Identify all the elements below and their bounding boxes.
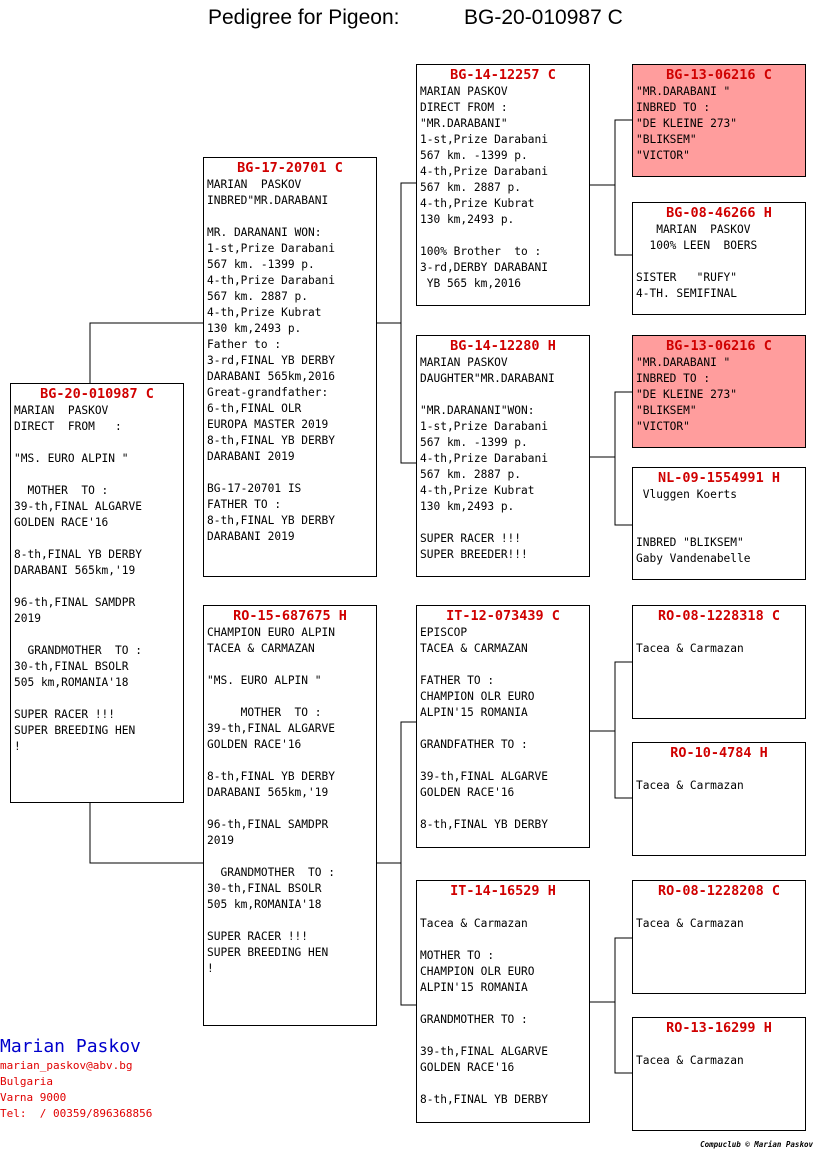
grandparent-ring-number: IT-14-16529 H xyxy=(450,883,556,899)
great-grandparent-notes: MARIAN PASKOV 100% LEEN BOERS SISTER "RUFY" 4-TH. SEMIFINAL xyxy=(636,223,758,300)
sire-ring-number: BG-17-20701 C xyxy=(237,160,343,176)
great-grandparent-card[interactable] xyxy=(632,742,806,856)
subject-pigeon-card[interactable] xyxy=(10,383,184,803)
great-grandparent-ring-number: BG-13-06216 C xyxy=(666,338,772,354)
dam-notes: CHAMPION EURO ALPIN TACEA & CARMAZAN "MS. EURO ALPIN " MOTHER TO : 39-th,FINAL ALGARVE GOLDEN RACE'16 8-th,FINAL YB DERBY DARABANI 565km,'19 96-th,FINAL SAMDPR 2019 GRANDMOTHER TO : 30-th,FINAL BSOLR 505 km,ROMANIA'18 SUPER RACER !!! SUPER BREEDING HEN ! xyxy=(207,626,335,975)
grandparent-card[interactable] xyxy=(416,605,590,848)
grandparent-ring-number: BG-14-12280 H xyxy=(450,338,556,354)
breeder-phone: Tel: / 00359/896368856 xyxy=(0,1107,153,1120)
great-grandparent-card[interactable] xyxy=(632,467,806,580)
breeder-city: Varna 9000 xyxy=(0,1091,67,1104)
page-title-label: Pedigree for Pigeon: xyxy=(208,6,400,29)
great-grandparent-notes: Tacea & Carmazan xyxy=(636,642,744,655)
footer-credit: Compuclub © Marian Paskov xyxy=(700,1140,813,1149)
dam-ring-number: RO-15-687675 H xyxy=(233,608,347,624)
page-title-ring: BG-20-010987 C xyxy=(464,6,623,29)
great-grandparent-card[interactable] xyxy=(632,605,806,719)
grandparent-notes: MARIAN PASKOV DIRECT FROM : "MR.DARABANI" 1-st,Prize Darabani 567 km. -1399 p. 4-th,Prize Darabani 567 km. 2887 p. 4-th,Prize Kubrat 130 km,2493 p. 100% Brother to : 3-rd,DERBY DARABANI YB 565 km,2016 xyxy=(420,85,548,290)
grandparent-notes: EPISCOP TACEA & CARMAZAN FATHER TO : CHAMPION OLR EURO ALPIN'15 ROMANIA GRANDFATHER TO : 39-th,FINAL ALGARVE GOLDEN RACE'16 8-th,FINAL YB DERBY xyxy=(420,626,548,831)
breeder-country: Bulgaria xyxy=(0,1075,53,1088)
great-grandparent-notes: "MR.DARABANI " INBRED TO : "DE KLEINE 273" "BLIKSEM" "VICTOR" xyxy=(636,85,738,162)
great-grandparent-notes: Vluggen Koerts INBRED "BLIKSEM" Gaby Vandenabelle xyxy=(636,488,751,565)
subject-notes: MARIAN PASKOV DIRECT FROM : "MS. EURO ALPIN " MOTHER TO : 39-th,FINAL ALGARVE GOLDEN RACE'16 8-th,FINAL YB DERBY DARABANI 565km,'19 96-th,FINAL SAMDPR 2019 GRANDMOTHER TO : 30-th,FINAL BSOLR 505 km,ROMANIA'18 SUPER RACER !!! SUPER BREEDING HEN ! xyxy=(14,404,142,753)
great-grandparent-card[interactable] xyxy=(632,64,806,177)
grandparent-notes: MARIAN PASKOV DAUGHTER"MR.DARABANI "MR.DARANANI"WON: 1-st,Prize Darabani 567 km. -1399 p. 4-th,Prize Darabani 567 km. 2887 p. 4-th,Prize Kubrat 130 km,2493 p. SUPER RACER !!! SUPER BREEDER!!! xyxy=(420,356,555,561)
great-grandparent-card[interactable] xyxy=(632,1017,806,1131)
great-grandparent-ring-number: RO-13-16299 H xyxy=(666,1020,772,1036)
sire-notes: MARIAN PASKOV INBRED"MR.DARABANI MR. DARANANI WON: 1-st,Prize Darabani 567 km. -1399 p. 4-th,Prize Darabani 567 km. 2887 p. 4-th,Prize Kubrat 130 km,2493 p. Father to : 3-rd,FINAL YB DERBY DARABANI 565km,2016 Great-grandfather: 6-th,FINAL OLR EUROPA MASTER 2019 8-th,FINAL YB DERBY DARABANI 2019 BG-17-20701 IS FATHER TO : 8-th,FINAL YB DERBY DARABANI 2019 xyxy=(207,178,335,543)
grandparent-ring-number: BG-14-12257 C xyxy=(450,67,556,83)
dam-card[interactable] xyxy=(203,605,377,1026)
great-grandparent-ring-number: RO-08-1228318 C xyxy=(658,608,780,624)
grandparent-notes: Tacea & Carmazan MOTHER TO : CHAMPION OLR EURO ALPIN'15 ROMANIA GRANDMOTHER TO : 39-th,FINAL ALGARVE GOLDEN RACE'16 8-th,FINAL YB DERBY xyxy=(420,917,548,1106)
great-grandparent-ring-number: BG-08-46266 H xyxy=(666,205,772,221)
great-grandparent-ring-number: NL-09-1554991 H xyxy=(658,470,780,486)
grandparent-card[interactable] xyxy=(416,335,590,577)
great-grandparent-notes: "MR.DARABANI " INBRED TO : "DE KLEINE 273" "BLIKSEM" "VICTOR" xyxy=(636,356,738,433)
great-grandparent-card[interactable] xyxy=(632,335,806,448)
great-grandparent-notes: Tacea & Carmazan xyxy=(636,779,744,792)
breeder-email[interactable]: marian_paskov@abv.bg xyxy=(0,1059,133,1072)
subject-ring-number: BG-20-010987 C xyxy=(40,386,154,402)
breeder-name: Marian Paskov xyxy=(0,1036,141,1057)
great-grandparent-notes: Tacea & Carmazan xyxy=(636,1054,744,1067)
great-grandparent-card[interactable] xyxy=(632,880,806,994)
grandparent-ring-number: IT-12-073439 C xyxy=(446,608,560,624)
great-grandparent-notes: Tacea & Carmazan xyxy=(636,917,744,930)
great-grandparent-ring-number: RO-10-4784 H xyxy=(670,745,768,761)
sire-card[interactable] xyxy=(203,157,377,577)
grandparent-card[interactable] xyxy=(416,880,590,1123)
breeder-info xyxy=(0,1036,152,1122)
great-grandparent-card[interactable] xyxy=(632,202,806,315)
great-grandparent-ring-number: BG-13-06216 C xyxy=(666,67,772,83)
great-grandparent-ring-number: RO-08-1228208 C xyxy=(658,883,780,899)
grandparent-card[interactable] xyxy=(416,64,590,306)
